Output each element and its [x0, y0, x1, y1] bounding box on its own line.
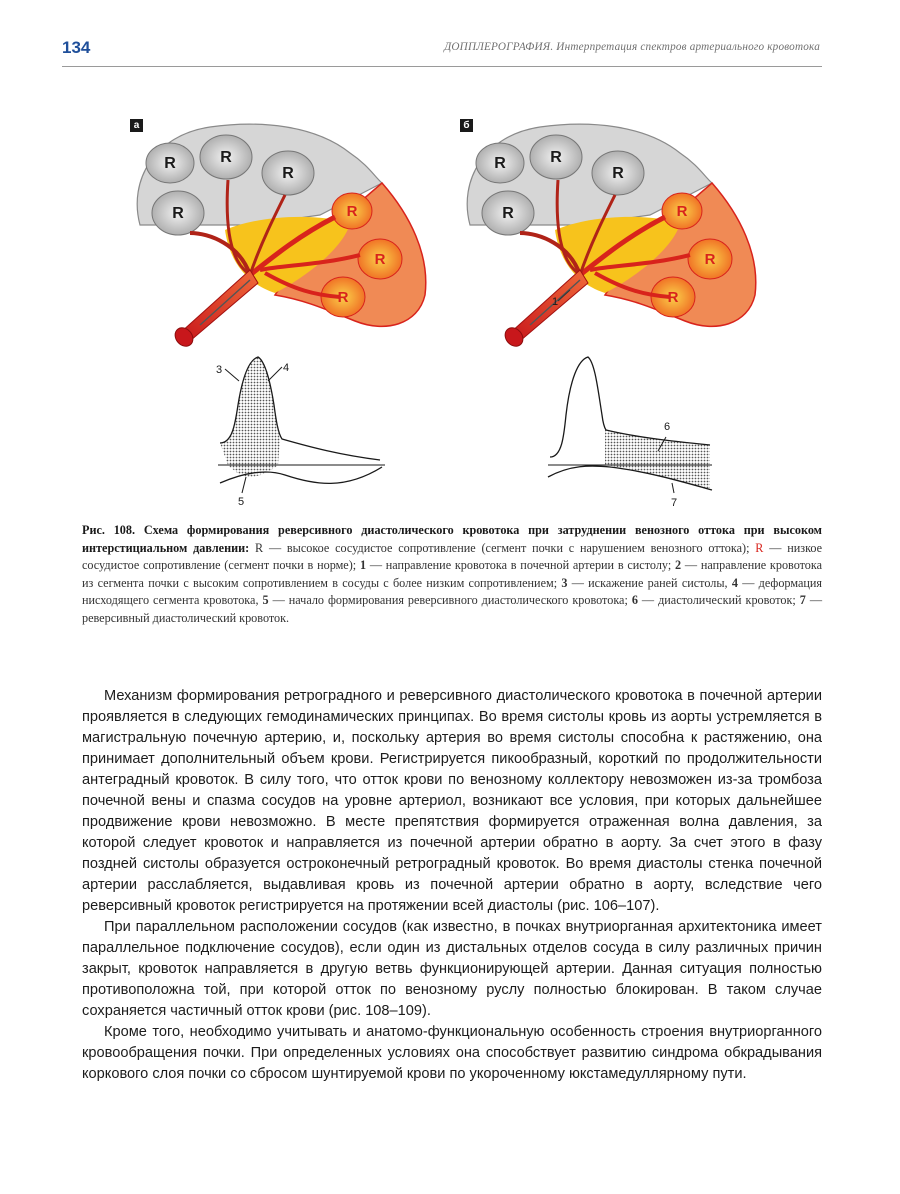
caption-t5: — начало формирования реверсивного диастолического кровотока; [272, 593, 628, 608]
kidney-diagram-a [137, 124, 426, 350]
segment-label-a-4: R [172, 205, 184, 222]
figure-illustration [100, 105, 800, 515]
paragraph: При параллельном расположении сосудов (как известно, в почках внутриорганная архитектоника имеет параллельное подключение сосудов), если один из дистальных отделов сосуда в силу различных причин закрыт, кровоток направляется в другую ветвь функционирующей артерии. Данная ситуация полностью противоположна той, при которой отток по венозному руслу полностью блокирован. В таком случае сохраняется частичный отток крови (рис. 108–109). [82, 919, 822, 1019]
callout-4: 4 [283, 362, 290, 374]
segment-label-a-7: R [337, 289, 349, 306]
header-rule [62, 66, 822, 67]
segment-label-b-1: R [494, 155, 506, 172]
caption-n1: 1 [359, 558, 367, 573]
segment-label-b-2: R [550, 149, 562, 166]
caption-n3: 3 [561, 575, 568, 590]
caption-t1: — направление кровотока в почечной артерии в систолу; [369, 558, 672, 573]
caption-t3: — искажение раней систолы, [571, 575, 728, 590]
caption-title: Рис. 108. Схема формирования реверсивного диастолического кровотока при затруднении венозного оттока при высоком интерстициальном давлении: [82, 523, 822, 555]
caption-n5: 5 [262, 593, 269, 608]
caption-n2: 2 [675, 558, 682, 573]
caption-n4: 4 [731, 575, 738, 590]
caption-t4: — деформация нисходящего сегмента кровотока, [82, 575, 823, 608]
caption-part2: — низкое сосудистое сопротивление (сегмент почки в норме); [82, 540, 823, 573]
caption-t7: — реверсивный диастолический кровоток. [82, 593, 823, 625]
page-number: 134 [62, 38, 91, 57]
segment-label-b-6: R [704, 251, 716, 268]
panel-label-a: а [130, 119, 143, 132]
segment-label-b-5: R [676, 203, 688, 220]
segment-label-a-1: R [164, 155, 176, 172]
caption-r-high: R [255, 540, 264, 555]
caption-t2: — направление кровотока из сегмента почки с высоким сопротивлением в сосуды с более низким сопротивлением; [82, 558, 823, 590]
caption-n7: 7 [799, 593, 806, 608]
kidney-diagram-b [467, 124, 756, 350]
callout-5: 5 [238, 496, 245, 508]
segment-label-a-6: R [374, 251, 386, 268]
callout-7: 7 [671, 497, 678, 509]
callout-6: 6 [664, 421, 671, 433]
waveform-b [548, 357, 712, 493]
figure-caption [82, 522, 822, 628]
running-head: ДОППЛЕРОГРАФИЯ. Интерпретация спектров артериального кровотока [444, 41, 820, 53]
paragraph: Механизм формирования ретроградного и реверсивного диастолического кровотока в почечной артерии проявляется в следующих гемодинамических принципах. Во время систолы кровь из аорты устремляется в магистральную почечную артерию, и, поскольку артерия во время систолы способна к растяжению, она принимает дополнительный объем крови. Регистрируется пикообразный, короткий по продолжительности антеградный кровоток. В силу того, что отток крови по венозному коллектору невозможен из-за тромбоза почечной вены и спазма сосудов на уровне артериол, возникают все условия, при которых дальнейшее продвижение крови невозможно. В месте препятствия формируется отраженная волна давления, за которой следует кровоток и направляется из почечной артерии обратно в аорту. За счет этого в фазу поздней систолы образуется остроконечный ретроградный кровоток. Во время диастолы стенка почечной артерии расслабляется, выдавливая кровь из почечной артерии обратно в аорту, вследствие чего реверсивный кровоток регистрируется на протяжении всей диастолы (рис. 106–107). [82, 688, 822, 914]
callout-3: 3 [216, 364, 223, 376]
waveform-a [218, 357, 385, 493]
segment-label-a-3: R [282, 165, 294, 182]
segment-label-b-3: R [612, 165, 624, 182]
caption-n6: 6 [631, 593, 638, 608]
caption-r-low: R [755, 540, 764, 555]
caption-t6: — диастолический кровоток; [641, 593, 796, 608]
segment-label-b-7: R [667, 289, 679, 306]
body-text [82, 686, 822, 1085]
segment-label-b-4: R [502, 205, 514, 222]
segment-label-a-5: R [346, 203, 358, 220]
callout-1: 1 [552, 296, 559, 308]
panel-label-b: б [460, 119, 473, 132]
figure-108 [100, 105, 800, 515]
paragraph: Кроме того, необходимо учитывать и анатомо-функциональную особенность строения внутриорганного кровообращения почки. При определенных условиях она способствует развитию синдрома обкрадывания коркового слоя почки со сбросом шунтируемой крови по укороченному юкстамедуллярному пути. [82, 1024, 822, 1082]
segment-label-a-2: R [220, 149, 232, 166]
caption-part1: — высокое сосудистое сопротивление (сегмент почки с нарушением венозного оттока); [268, 540, 750, 555]
